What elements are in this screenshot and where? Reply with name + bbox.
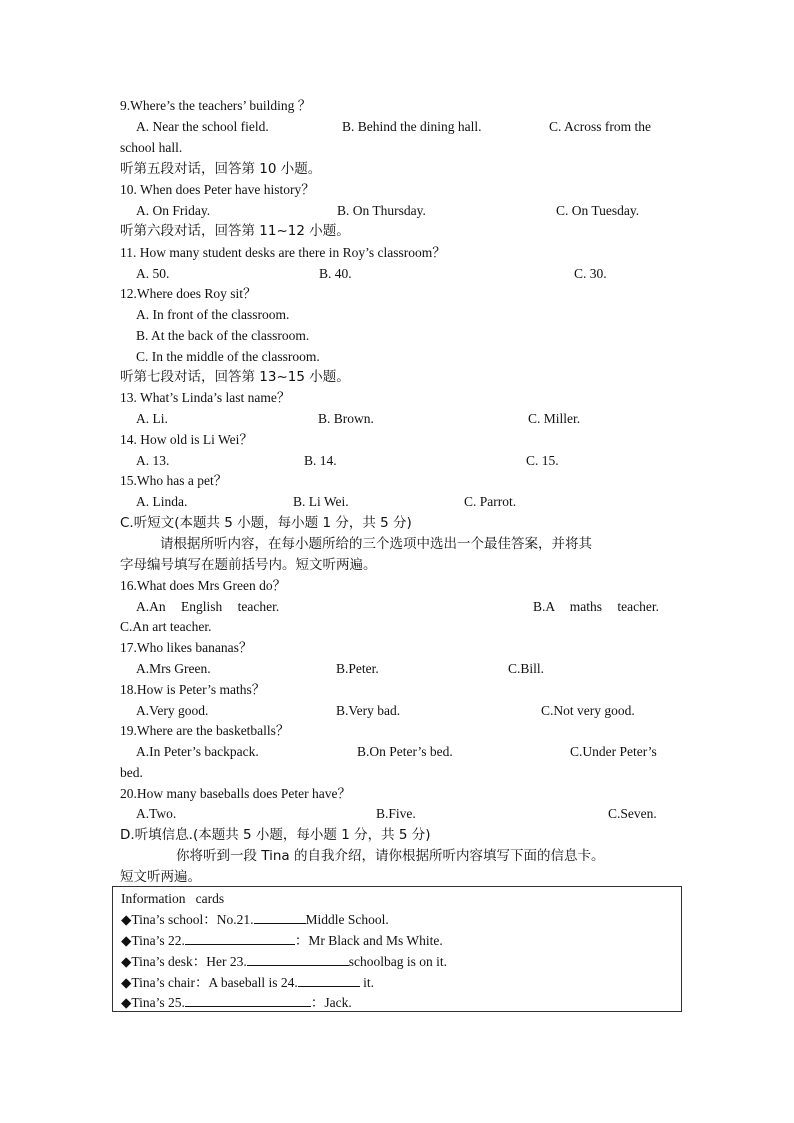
q19-option-c: C.Under Peter’s: [570, 744, 657, 759]
part-c-title: C.听短文(本题共 5 小题，每小题 1 分，共 5 分): [120, 515, 412, 531]
q12-option-b: B. At the back of the classroom.: [136, 328, 310, 343]
row-desk-suffix: schoolbag is on it.: [348, 954, 448, 969]
q20-option-b: B.Five.: [376, 806, 416, 821]
part-d-title: D.听填信息.(本题共 5 小题，每小题 1 分，共 5 分): [120, 827, 431, 843]
q16-option-a: A.An English teacher.: [136, 599, 280, 614]
card-title: Information cards: [121, 891, 225, 906]
q15-option-b: B. Li Wei.: [293, 494, 349, 509]
q9-question: 9.Where’s the teachers’ building ？: [120, 98, 312, 113]
card-row-desk: [121, 953, 447, 971]
blank-23[interactable]: [247, 953, 349, 966]
row-25-prefix: Tina’s 25.: [131, 995, 185, 1010]
q15-option-a: A. Linda.: [136, 494, 188, 509]
row-25-suffix: ：Jack.: [310, 995, 352, 1010]
q18-option-c: C.Not very good.: [541, 703, 635, 718]
row-school-prefix: Tina’s school：No.21.: [131, 912, 254, 927]
q14-question: 14. How old is Li Wei？: [120, 432, 253, 447]
q18-question: 18.How is Peter’s maths？: [120, 682, 266, 697]
q15-option-c: C. Parrot.: [464, 494, 517, 509]
q18-option-a: A.Very good.: [136, 703, 209, 718]
q20-option-c: C.Seven.: [608, 806, 657, 821]
row-school-suffix: Middle School.: [305, 912, 389, 927]
q11-question: 11. How many student desks are there in Roy’s classroom？: [120, 245, 446, 260]
row-chair-prefix: Tina’s chair：A baseball is 24.: [131, 975, 298, 990]
row-22-prefix: Tina’s 22.: [131, 933, 185, 948]
q13-option-a: A. Li.: [136, 411, 168, 426]
card-row-22: [121, 932, 443, 950]
bullet-icon: ◆: [121, 912, 132, 928]
q16-option-c: C.An art teacher.: [120, 619, 212, 634]
row-desk-prefix: Tina’s desk：Her 23.: [131, 954, 247, 969]
part-d-instruction-2: 短文听两遍。: [120, 869, 201, 885]
q13-option-b: B. Brown.: [318, 411, 374, 426]
q10-option-a: A. On Friday.: [136, 203, 211, 218]
information-card: [112, 886, 682, 1012]
q17-option-b: B.Peter.: [336, 661, 379, 676]
bullet-icon: ◆: [121, 933, 132, 949]
part-d-instruction-1: 你将听到一段 Tina 的自我介绍，请你根据所听内容填写下面的信息卡。: [176, 848, 605, 864]
blank-25[interactable]: [185, 994, 311, 1007]
q20-option-a: A.Two.: [136, 806, 177, 821]
q13-option-c: C. Miller.: [528, 411, 581, 426]
card-row-25: [121, 994, 352, 1012]
q11-option-c: C. 30.: [574, 266, 607, 281]
q18-option-b: B.Very bad.: [336, 703, 401, 718]
q10-option-b: B. On Thursday.: [337, 203, 426, 218]
part-c-instruction-1: 请根据所听内容，在每小题所给的三个选项中选出一个最佳答案，并将其: [160, 536, 592, 552]
q19-option-b: B.On Peter’s bed.: [357, 744, 453, 759]
row-chair-suffix: it.: [359, 975, 375, 990]
q12-option-a: A. In front of the classroom.: [136, 307, 290, 322]
q17-option-a: A.Mrs Green.: [136, 661, 211, 676]
q10-option-c: C. On Tuesday.: [556, 203, 640, 218]
q15-question: 15.Who has a pet？: [120, 473, 228, 488]
q19-option-c-continued: bed.: [120, 765, 143, 780]
q12-option-c: C. In the middle of the classroom.: [136, 349, 320, 364]
blank-22[interactable]: [185, 932, 295, 945]
q17-question: 17.Who likes bananas？: [120, 640, 253, 655]
q9-option-b: B. Behind the dining hall.: [342, 119, 482, 134]
q9-option-c-continued: school hall.: [120, 140, 183, 155]
q10-question: 10. When does Peter have history？: [120, 182, 315, 197]
section-6-heading: 听第六段对话，回答第 11~12 小题。: [120, 223, 350, 239]
q14-option-a: A. 13.: [136, 453, 170, 468]
row-22-suffix: ：Mr Black and Ms White.: [294, 933, 443, 948]
q16-option-b: B.A maths teacher.: [533, 599, 659, 614]
q9-option-c: C. Across from the: [549, 119, 651, 134]
section-5-heading: 听第五段对话，回答第 10 小题。: [120, 161, 322, 177]
q20-question: 20.How many baseballs does Peter have？: [120, 786, 351, 801]
bullet-icon: ◆: [121, 975, 132, 991]
q16-question: 16.What does Mrs Green do？: [120, 578, 287, 593]
bullet-icon: ◆: [121, 954, 132, 970]
blank-21[interactable]: [254, 911, 306, 924]
card-row-school: [121, 911, 389, 929]
q19-question: 19.Where are the basketballs？: [120, 723, 290, 738]
q13-question: 13. What’s Linda’s last name？: [120, 390, 291, 405]
q9-option-a: A. Near the school field.: [136, 119, 269, 134]
q12-question: 12.Where does Roy sit？: [120, 286, 257, 301]
q14-option-c: C. 15.: [526, 453, 559, 468]
q14-option-b: B. 14.: [304, 453, 337, 468]
part-c-instruction-2: 字母编号填写在题前括号内。短文听两遍。: [120, 557, 377, 573]
q19-option-a: A.In Peter’s backpack.: [136, 744, 259, 759]
card-row-chair: [121, 974, 374, 992]
q11-option-b: B. 40.: [319, 266, 352, 281]
blank-24[interactable]: [298, 974, 360, 987]
q11-option-a: A. 50.: [136, 266, 170, 281]
q17-option-c: C.Bill.: [508, 661, 545, 676]
bullet-icon: ◆: [121, 995, 132, 1011]
section-7-heading: 听第七段对话，回答第 13~15 小题。: [120, 369, 350, 385]
